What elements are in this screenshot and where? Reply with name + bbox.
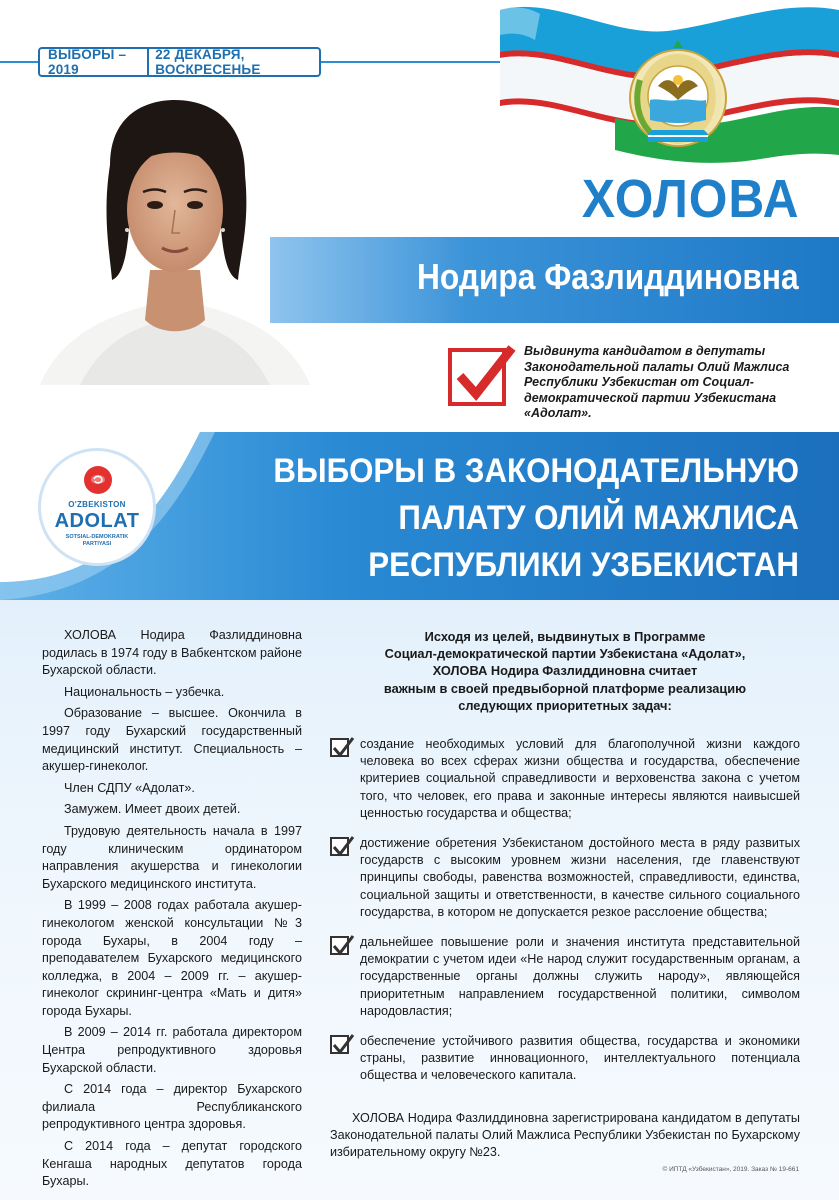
- registration-statement: ХОЛОВА Нодира Фазлиддиновна зарегистрирована кандидатом в депутаты Законодательной палаты Олий Мажлиса Республики Узбекистан по Бухарскому избирательному округу №23.: [330, 1111, 800, 1160]
- checkmark-icon: [330, 1035, 349, 1054]
- candidate-name: Нодира Фазлиддиновна: [417, 256, 799, 297]
- nomination-line: демократической партии Узбекистана: [524, 390, 777, 405]
- banner-title-line: ВЫБОРЫ В ЗАКОНОДАТЕЛЬНУЮ: [273, 452, 799, 490]
- intro-line: следующих приоритетных задач:: [458, 697, 672, 713]
- header-rule-left: [0, 61, 38, 63]
- logo-text-subtitle: [41, 534, 153, 548]
- header-rule-right: [321, 61, 521, 63]
- nomination-statement: [524, 344, 804, 422]
- election-date-tag: [38, 47, 321, 77]
- bio-paragraph: Замужем. Имеет двоих детей.: [64, 802, 241, 817]
- bio-paragraph: В 2009 – 2014 гг. работала директором Центра репродуктивного здоровья Бухарской области.: [42, 1025, 302, 1075]
- banner-title-line: ПАЛАТУ ОЛИЙ МАЖЛИСА: [398, 499, 799, 537]
- bio-paragraph: Член СДПУ «Адолат».: [64, 780, 195, 795]
- task-text: достижение обретения Узбекистаном достойного места в ряду развитых государств с высоким уровнем жизни населения, где главенствуют принципы свободы, равенства возможностей, справедливости, единства, социальной защиты и ответственности, в качестве сильного социального государства, в котором не допускается резкое расслоение общества;: [360, 836, 800, 919]
- party-logo: [38, 448, 156, 566]
- task-item: [330, 1033, 800, 1085]
- bio-paragraph: С 2014 года – депутат городского Кенгаша народных депутатов города Бухары.: [42, 1139, 302, 1189]
- nomination-line: «Адолат».: [524, 406, 592, 420]
- bio-paragraph: Трудовую деятельность начала в 1997 году клиническим ординатором направления акушерства и гинекологии Бухарского медицинского института.: [42, 823, 302, 891]
- bio-paragraph: В 1999 – 2008 годах работала акушер-гинекологом женской консультации №3 города Бухары, в 2004 году – преподавателем Бухарского медицинского колледжа, в 2004 – 2009 гг. – акушер-гинеколог скрининг-центра «Мать и дитя» города Бухары.: [42, 898, 302, 1018]
- rose-icon: [83, 465, 113, 495]
- intro-line: Исходя из целей, выдвинутых в Программе: [424, 629, 706, 644]
- banner-title: [179, 448, 799, 589]
- intro-line: ХОЛОВА Нодира Фазлиддиновна считает: [432, 663, 698, 679]
- candidate-surname: ХОЛОВА: [581, 169, 799, 229]
- nomination-line: Законодательной палаты Олий Мажлиса: [524, 359, 790, 374]
- bio-paragraph: ХОЛОВА Нодира Фазлиддиновна родилась в 1974 году в Вабкентском районе Бухарской области.: [42, 628, 302, 678]
- intro-line: Социал-демократической партии Узбекистана «Адолат»,: [384, 646, 746, 662]
- print-imprint: © ИПТД «Узбекистан», 2019. Заказ № 19-661: [662, 1166, 799, 1173]
- bio-paragraph: С 2014 года – директор Бухарского филиала Республиканского репродуктивного центра здоровья.: [42, 1082, 302, 1132]
- nomination-line: Выдвинута кандидатом в депутаты: [524, 344, 766, 358]
- task-item: [330, 736, 800, 822]
- task-item: [330, 934, 800, 1020]
- task-text: создание необходимых условий для благополучной жизни каждого человека во всех сферах жизни общества и государства, обеспечение критериев социальной справедливости и верховенства закона с учетом того, что человек, его права и законные интересы являются наивысшей ценностью государства и общества;: [360, 737, 800, 820]
- intro-line: важным в своей предвыборной платформе реализацию: [383, 680, 747, 696]
- nomination-checkbox-icon: [448, 348, 506, 406]
- election-year-label: ВЫБОРЫ – 2019: [40, 49, 149, 75]
- task-item: [330, 835, 800, 921]
- logo-subtitle-line: PARTIYASI: [82, 541, 112, 547]
- state-emblem-icon: [628, 40, 728, 152]
- logo-text-country: O'ZBEKISTON: [68, 500, 126, 509]
- checkmark-icon: [330, 837, 349, 856]
- checkmark-icon: [330, 738, 349, 757]
- bio-paragraph: Образование – высшее. Окончила в 1997 году Бухарский государственный медицинский институт. Специальность – акушер-гинеколог.: [42, 706, 302, 774]
- platform-intro: [330, 628, 800, 714]
- checkmark-icon: [330, 936, 349, 955]
- task-text: обеспечение устойчивого развития общества, государства и экономики страны, развитие инновационного, интеллектуального потенциала общества и человеческого капитала.: [360, 1034, 800, 1083]
- election-date-label: 22 ДЕКАБРЯ, ВОСКРЕСЕНЬЕ: [155, 47, 261, 77]
- platform-tasks: [330, 736, 800, 1098]
- logo-text-party: ADOLAT: [54, 510, 140, 532]
- nomination-line: Республики Узбекистан от Социал-: [524, 375, 754, 389]
- biography: [42, 627, 302, 1195]
- bio-paragraph: Национальность – узбечка.: [64, 684, 225, 699]
- logo-subtitle-line: SOTSIAL-DEMOKRATIK: [65, 534, 129, 540]
- task-text: дальнейшее повышение роли и значения института представительной демократии с учетом идеи «Не народ служит государственным органам, а государственные органы должны служить народу», являющейся приоритетным направлением государственной политики, символом народовластия;: [360, 935, 800, 1018]
- banner-title-line: РЕСПУБЛИКИ УЗБЕКИСТАН: [368, 546, 799, 584]
